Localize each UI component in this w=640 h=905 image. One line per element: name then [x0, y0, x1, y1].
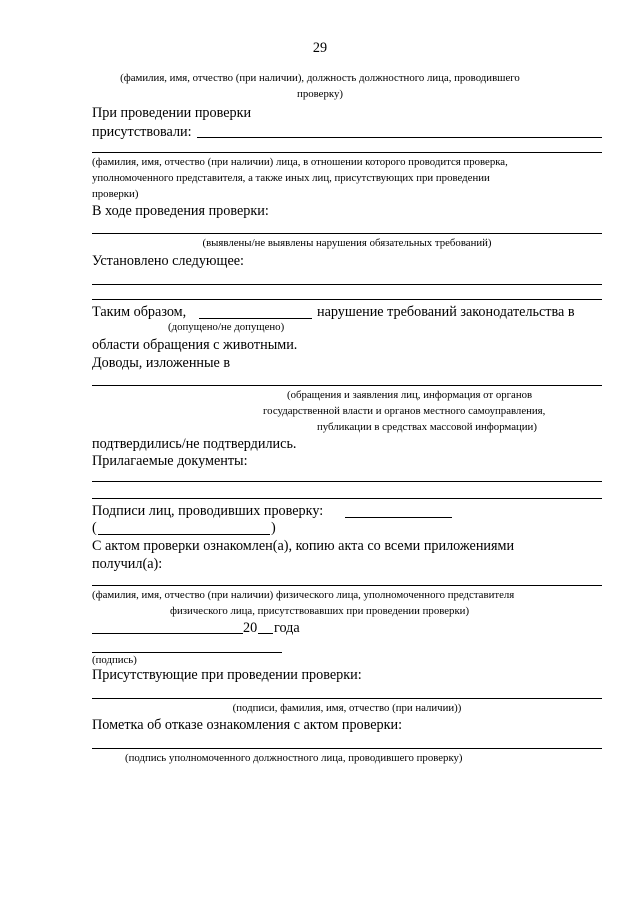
date-field-line[interactable] [92, 633, 243, 634]
thus-field-line[interactable] [199, 318, 312, 319]
caption-sources-line-1: (обращения и заявления лиц, информация от органов [287, 389, 533, 401]
established-label: Установлено следующее: [92, 253, 244, 269]
ack-text-line-1: С актом проверки ознакомлен(а), копию акта со всеми приложениями [92, 538, 515, 554]
caption-present-line-2: уполномоченного представителя, а также иных лиц, присутствующих при проведении [92, 172, 490, 184]
present-label-line-2: присутствовали: [92, 124, 192, 140]
course-label: В ходе проведения проверки: [92, 203, 269, 219]
caption-signature: (подпись) [92, 654, 137, 666]
present-during-label: Присутствующие при проведении проверки: [92, 667, 362, 683]
caption-inspector-line-1: (фамилия, имя, отчество (при наличии), должность должностного лица, проводившего [120, 72, 520, 84]
year-label: года [274, 620, 300, 636]
caption-present-line-1: (фамилия, имя, отчество (при наличии) лица, в отношении которого проводится проверка, [92, 156, 508, 168]
caption-sources-line-2: государственной власти и органов местного самоуправления, [263, 405, 546, 417]
present-during-field-line[interactable] [92, 698, 602, 699]
caption-violations: (выявлены/не выявлены нарушения обязательных требований) [202, 237, 492, 249]
course-field-line[interactable] [92, 233, 602, 234]
caption-inspector-line-2: проверку) [297, 88, 343, 100]
attached-field-line-2[interactable] [92, 498, 602, 499]
caption-ack-line-1: (фамилия, имя, отчество (при наличии) физического лица, уполномоченного представителя [92, 589, 515, 601]
refusal-field-line[interactable] [92, 748, 602, 749]
signature-name-field-line[interactable] [98, 534, 270, 535]
caption-refusal: (подпись уполномоченного должностного лица, проводившего проверку) [125, 752, 463, 764]
page-number: 29 [312, 40, 328, 56]
refusal-label: Пометка об отказе ознакомления с актом проверки: [92, 717, 403, 733]
arguments-label: Доводы, изложенные в [92, 355, 231, 371]
present-field-line-1[interactable] [197, 137, 602, 138]
signatures-label: Подписи лиц, проводивших проверку: [92, 503, 324, 519]
caption-sources-line-3: публикации в средствах массовой информации) [317, 421, 537, 433]
attached-label: Прилагаемые документы: [92, 453, 248, 469]
thus-text-end: нарушение требований законодательства в [317, 304, 575, 320]
established-field-line-1[interactable] [92, 284, 602, 285]
paren-open: ( [92, 520, 97, 536]
present-label-line-1: При проведении проверки [92, 105, 252, 121]
attached-field-line-1[interactable] [92, 481, 602, 482]
confirmed-text: подтвердились/не подтвердились. [92, 436, 297, 452]
present-field-line-2[interactable] [92, 152, 602, 153]
caption-present-signatures: (подписи, фамилия, имя, отчество (при наличии)) [232, 702, 462, 714]
ack-field-line[interactable] [92, 585, 602, 586]
arguments-field-line[interactable] [92, 385, 602, 386]
established-field-line-2[interactable] [92, 299, 602, 300]
caption-allowed: (допущено/не допущено) [168, 321, 285, 333]
caption-present-line-3: проверки) [92, 188, 139, 200]
year-field-line[interactable] [258, 633, 273, 634]
thus-text-start: Таким образом, [92, 304, 187, 320]
signatures-field-line[interactable] [345, 517, 452, 518]
signature-field-line[interactable] [92, 652, 282, 653]
paren-close: ) [271, 520, 276, 536]
area-text: области обращения с животными. [92, 337, 298, 353]
caption-ack-line-2: физического лица, присутствовавших при проведении проверки) [170, 605, 470, 617]
year-20: 20 [243, 620, 258, 636]
ack-text-line-2: получил(а): [92, 556, 163, 572]
